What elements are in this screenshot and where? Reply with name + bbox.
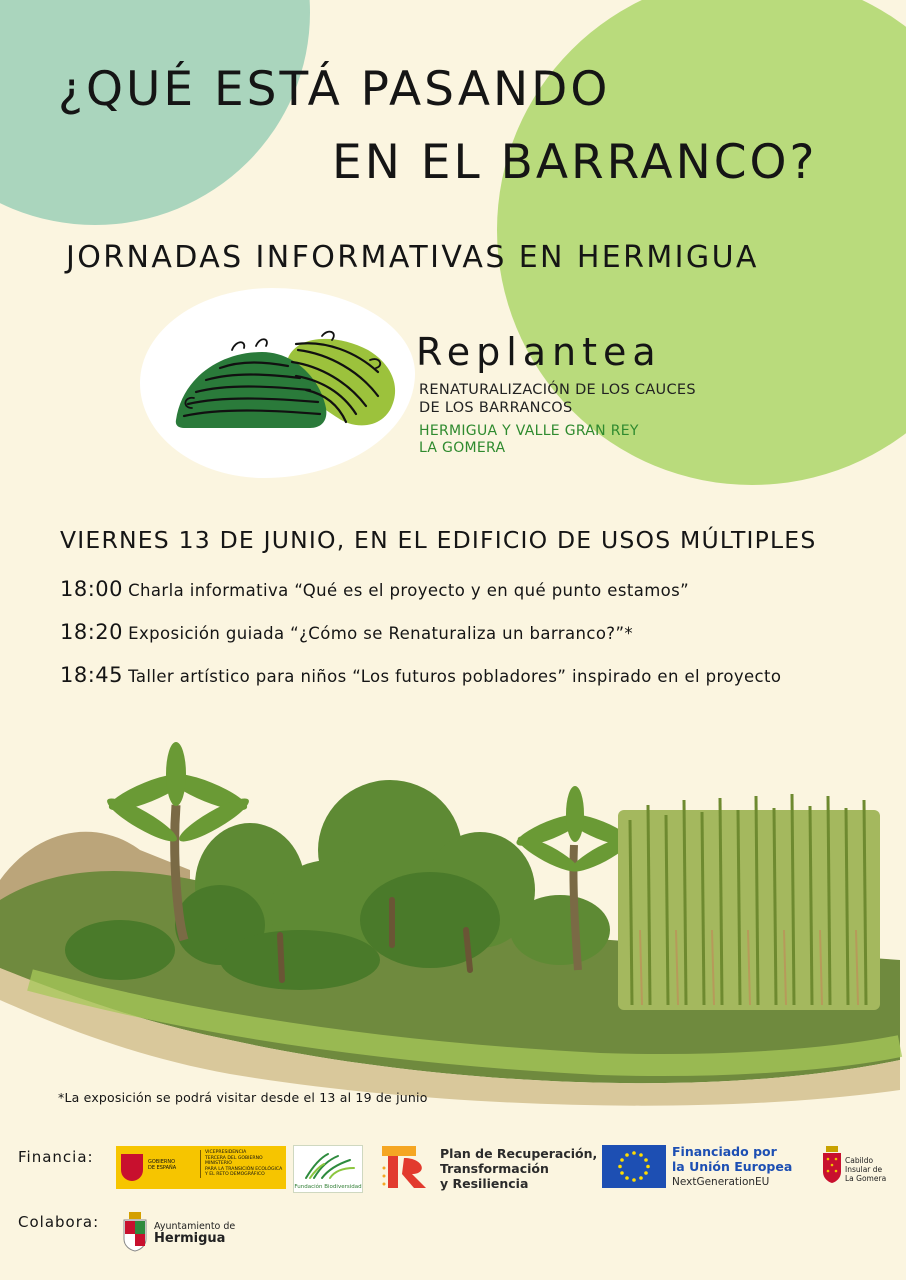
exhibition-footnote: *La exposición se podrá visitar desde el 13 al 19 de junio	[58, 1090, 428, 1105]
eu-flag-icon	[602, 1145, 666, 1188]
hermigua-shield-icon	[122, 1212, 148, 1252]
schedule-desc: Taller artístico para niños “Los futuros pobladores” inspirado en el proyecto	[128, 667, 782, 686]
schedule-time: 18:45	[60, 663, 124, 687]
ravine-landscape-illustration	[0, 730, 906, 1110]
grass-icon	[294, 1146, 362, 1180]
brand-tagline-1: RENATURALIZACIÓN DE LOS CAUCES	[419, 382, 696, 398]
schedule-item	[60, 663, 781, 687]
fundacion-biodiversidad-logo	[293, 1145, 363, 1193]
gobierno-text: GOBIERNO DE ESPAÑA	[148, 1159, 177, 1171]
gobierno-espana-logo	[116, 1146, 286, 1189]
title-line-1: ¿QUÉ ESTÁ PASANDO	[58, 62, 611, 117]
schedule-item	[60, 577, 689, 601]
hermigua-label: Hermigua	[154, 1231, 226, 1246]
cabildo-text: Cabildo Insular de La Gomera	[845, 1156, 887, 1183]
financia-label: Financia:	[18, 1148, 94, 1166]
prtr-text: Plan de Recuperación, Transformación y Resiliencia	[440, 1146, 598, 1191]
brand-location-1: HERMIGUA Y VALLE GRAN REY	[419, 423, 639, 439]
fundacion-label: Fundación Biodiversidad	[294, 1184, 362, 1190]
title-line-2: EN EL BARRANCO?	[332, 135, 818, 190]
schedule-desc: Charla informativa “Qué es el proyecto y en qué punto estamos”	[128, 581, 690, 600]
colabora-label: Colabora:	[18, 1213, 100, 1231]
next-generation-eu-text: NextGenerationEU	[672, 1176, 770, 1188]
cabildo-shield-icon	[822, 1146, 842, 1184]
prtr-logo-icon	[380, 1144, 432, 1190]
spain-coat-of-arms-icon	[121, 1154, 143, 1181]
eu-financing-text: Financiado por la Unión Europea	[672, 1144, 793, 1174]
schedule-time: 18:00	[60, 577, 124, 601]
schedule-time: 18:20	[60, 620, 124, 644]
brand-name: Replantea	[416, 330, 662, 374]
brand-location-2: LA GOMERA	[419, 440, 506, 456]
ayuntamiento-label: Ayuntamiento de	[154, 1221, 236, 1232]
replantea-logo-icon	[170, 328, 405, 443]
brand-tagline-2: DE LOS BARRANCOS	[419, 400, 573, 416]
ministerio-text: VICEPRESIDENCIA TERCERA DEL GOBIERNO MINISTERIO PARA LA TRANSICIÓN ECOLÓGICA Y EL RETO DEMOGRÁFICO	[200, 1150, 282, 1178]
schedule-desc: Exposición guiada “¿Cómo se Renaturaliza un barranco?”*	[128, 624, 634, 643]
subtitle: JORNADAS INFORMATIVAS EN HERMIGUA	[66, 240, 759, 275]
schedule-item	[60, 620, 633, 644]
event-heading: VIERNES 13 DE JUNIO, EN EL EDIFICIO DE USOS MÚLTIPLES	[60, 526, 817, 554]
